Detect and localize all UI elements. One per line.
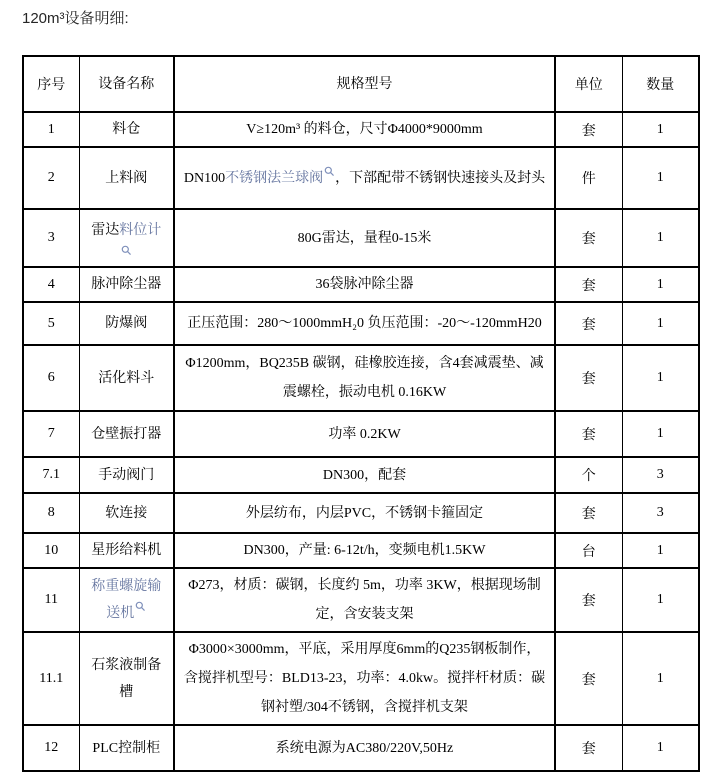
name-line	[89, 217, 165, 244]
cell-qty: 1	[622, 267, 699, 302]
cell-spec: 正压范围：280～1000mmH₂0 负压范围：-20～-120mmH20	[174, 302, 555, 345]
table-row	[23, 345, 699, 411]
cell-no: 5	[23, 302, 79, 345]
cell-no: 7	[23, 411, 79, 457]
cell-name: 仓壁振打器	[79, 411, 174, 457]
cell-unit: 套	[555, 632, 622, 725]
table-row	[23, 533, 699, 568]
cell-qty: 1	[622, 302, 699, 345]
cell-no: 6	[23, 345, 79, 411]
cell-qty: 1	[622, 112, 699, 147]
cell-qty: 1	[622, 725, 699, 771]
cell-name: 手动阀门	[79, 457, 174, 493]
entity-link[interactable]: 称重螺旋输送机	[91, 579, 162, 621]
cell-spec: DN300，配套	[174, 457, 555, 493]
cell-name: 星形给料机	[79, 533, 174, 568]
table-row	[23, 209, 699, 267]
cell-spec: 功率 0.2KW	[174, 411, 555, 457]
cell-spec	[174, 147, 555, 209]
cell-name: PLC控制柜	[79, 725, 174, 771]
header-qty: 数量	[622, 56, 699, 112]
search-icon[interactable]	[135, 601, 146, 612]
cell-unit: 套	[555, 725, 622, 771]
cell-no: 10	[23, 533, 79, 568]
cell-name	[79, 568, 174, 632]
cell-qty: 1	[622, 209, 699, 267]
cell-no: 7.1	[23, 457, 79, 493]
cell-no: 8	[23, 493, 79, 533]
table-row	[23, 457, 699, 493]
cell-unit: 套	[555, 112, 622, 147]
cell-spec: DN300，产量: 6-12t/h，变频电机1.5KW	[174, 533, 555, 568]
cell-spec: Φ273，材质：碳钢，长度约 5m，功率 3KW，根据现场制定，含安装支架	[174, 568, 555, 632]
cell-unit: 套	[555, 493, 622, 533]
cell-name: 防爆阀	[79, 302, 174, 345]
search-icon[interactable]	[121, 245, 132, 256]
spec-text: ，下部配带不锈钢快速接头及封头	[335, 170, 546, 186]
name-text: 雷达	[91, 223, 120, 238]
header-no: 序号	[23, 56, 79, 112]
cell-spec: 外层纺布，内层PVC，不锈钢卡箍固定	[174, 493, 555, 533]
cell-qty: 1	[622, 632, 699, 725]
entity-link[interactable]: 料位计	[119, 223, 162, 238]
cell-name: 软连接	[79, 493, 174, 533]
icon-line	[89, 245, 165, 259]
cell-unit: 套	[555, 267, 622, 302]
cell-no: 11.1	[23, 632, 79, 725]
cell-name: 料仓	[79, 112, 174, 147]
cell-unit: 套	[555, 568, 622, 632]
cell-qty: 1	[622, 533, 699, 568]
cell-qty: 3	[622, 493, 699, 533]
cell-spec: 80G雷达，量程0-15米	[174, 209, 555, 267]
table-row	[23, 147, 699, 209]
cell-qty: 3	[622, 457, 699, 493]
cell-name: 上料阀	[79, 147, 174, 209]
table-row	[23, 302, 699, 345]
cell-unit: 个	[555, 457, 622, 493]
spec-text: DN100	[183, 170, 226, 186]
cell-unit: 套	[555, 411, 622, 457]
cell-name: 石浆液制备槽	[79, 632, 174, 725]
cell-unit: 套	[555, 209, 622, 267]
cell-name	[79, 209, 174, 267]
cell-no: 12	[23, 725, 79, 771]
table-header-row	[23, 56, 699, 112]
cell-unit: 套	[555, 345, 622, 411]
cell-spec: V≥120m³ 的料仓，尺寸Φ4000*9000mm	[174, 112, 555, 147]
header-spec: 规格型号	[174, 56, 555, 112]
cell-no: 3	[23, 209, 79, 267]
cell-qty: 1	[622, 147, 699, 209]
cell-spec: 36袋脉冲除尘器	[174, 267, 555, 302]
header-unit: 单位	[555, 56, 622, 112]
page-title: 120m³设备明细:	[22, 10, 129, 27]
table-row	[23, 568, 699, 632]
cell-qty: 1	[622, 345, 699, 411]
cell-qty: 1	[622, 568, 699, 632]
cell-no: 11	[23, 568, 79, 632]
cell-spec: Φ1200mm，BQ235B 碳钢，硅橡胶连接，含4套减震垫、减震螺栓，振动电机 0.16KW	[174, 345, 555, 411]
cell-unit: 件	[555, 147, 622, 209]
cell-unit: 台	[555, 533, 622, 568]
cell-unit: 套	[555, 302, 622, 345]
table-row	[23, 632, 699, 725]
equipment-table	[22, 55, 700, 772]
table-row	[23, 411, 699, 457]
table-row	[23, 112, 699, 147]
cell-no: 4	[23, 267, 79, 302]
cell-spec: Φ3000×3000mm，平底，采用厚度6mm的Q235钢板制作，含搅拌机型号：BLD13-23，功率：4.0kw。搅拌杆材质：碳钢衬塑/304不锈钢，含搅拌机支架	[174, 632, 555, 725]
cell-no: 1	[23, 112, 79, 147]
search-icon[interactable]	[324, 166, 335, 177]
cell-no: 2	[23, 147, 79, 209]
table-row	[23, 267, 699, 302]
cell-name: 活化料斗	[79, 345, 174, 411]
cell-spec: 系统电源为AC380/220V,50Hz	[174, 725, 555, 771]
entity-link[interactable]: 不锈钢法兰球阀	[225, 170, 324, 186]
cell-name: 脉冲除尘器	[79, 267, 174, 302]
table-row	[23, 493, 699, 533]
cell-qty: 1	[622, 411, 699, 457]
header-name: 设备名称	[79, 56, 174, 112]
table-row	[23, 725, 699, 771]
